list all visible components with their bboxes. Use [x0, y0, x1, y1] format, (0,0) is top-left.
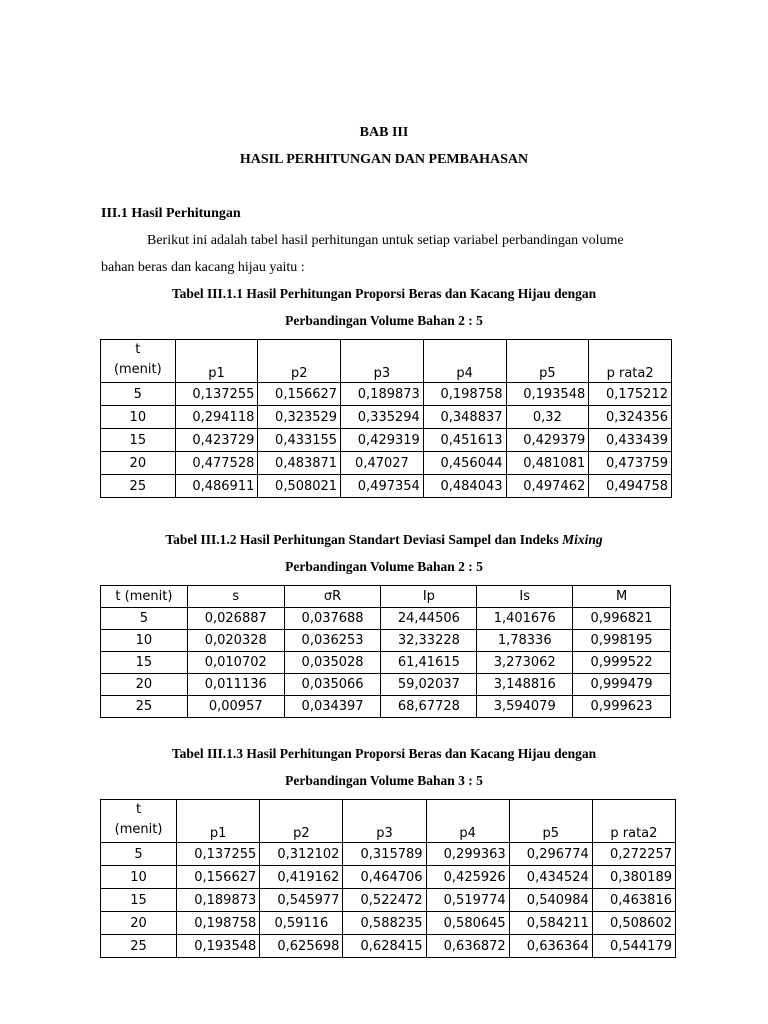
table-cell: 0,193548	[177, 935, 260, 958]
table-cell: 0,999522	[573, 652, 671, 674]
table-cell: 24,44506	[381, 608, 477, 630]
intro-paragraph-line1: Berikut ini adalah tabel hasil perhitungan untuk setiap variabel perbandingan volume	[147, 233, 624, 248]
table3-header-t-line1: t	[136, 802, 142, 817]
table-cell: 0,020328	[187, 630, 284, 652]
table-cell: 25	[101, 935, 177, 958]
table-cell: 0,636872	[426, 935, 509, 958]
table1-caption-line1: Tabel III.1.1 Hasil Perhitungan Proporsi Beras dan Kacang Hijau dengan	[171, 286, 597, 301]
table2-caption-line1	[0, 532, 768, 548]
table-cell: 10	[101, 866, 177, 889]
table-cell: 0,156627	[177, 866, 260, 889]
table-cell: 3,594079	[477, 696, 573, 718]
table-cell: 0,315789	[343, 843, 426, 866]
table-cell: 15	[101, 889, 177, 912]
table2-header-ip: Ip	[381, 586, 477, 608]
table-cell: 0,335294	[341, 406, 424, 429]
chapter-number: BAB III	[359, 125, 409, 140]
table-cell: 0,996821	[573, 608, 671, 630]
table-row	[101, 608, 671, 630]
table-row	[101, 866, 676, 889]
table-cell: 0,198758	[423, 383, 506, 406]
table-cell: 0,296774	[509, 843, 592, 866]
table2-header-s: s	[187, 586, 284, 608]
table-cell: 0,011136	[187, 674, 284, 696]
table-cell: 0,451613	[423, 429, 506, 452]
table3-header-p4: p4	[426, 800, 509, 843]
table-cell: 0,473759	[589, 452, 672, 475]
table-row	[101, 674, 671, 696]
table-cell: 0,584211	[509, 912, 592, 935]
table1-header-p3: p3	[341, 340, 424, 383]
table-cell: 0,034397	[284, 696, 381, 718]
table-cell: 5	[101, 383, 176, 406]
table1-header-t-line2: (menit)	[113, 362, 162, 377]
table-cell: 0,580645	[426, 912, 509, 935]
table-row	[101, 652, 671, 674]
table-cell: 3,273062	[477, 652, 573, 674]
table-row	[101, 889, 676, 912]
table-cell: 0,193548	[506, 383, 589, 406]
table-cell: 0,312102	[260, 843, 343, 866]
intro-paragraph-line2: bahan beras dan kacang hijau yaitu :	[101, 260, 305, 275]
table1-header-row	[101, 340, 672, 383]
table-cell: 0,508602	[592, 912, 675, 935]
table1-caption-line2: Perbandingan Volume Bahan 2 : 5	[285, 313, 483, 328]
table-cell: 0,464706	[343, 866, 426, 889]
table-cell: 0,175212	[589, 383, 672, 406]
table-cell: 10	[101, 630, 188, 652]
table-cell: 0,00957	[187, 696, 284, 718]
table-row	[101, 696, 671, 718]
table-cell: 0,545977	[260, 889, 343, 912]
table-cell: 0,189873	[177, 889, 260, 912]
table-cell: 32,33228	[381, 630, 477, 652]
table1-header-p2: p2	[258, 340, 341, 383]
table-cell: 0,497354	[341, 475, 424, 498]
table-cell: 0,588235	[343, 912, 426, 935]
table-cell: 0,628415	[343, 935, 426, 958]
table-cell: 0,156627	[258, 383, 341, 406]
table-cell: 0,198758	[177, 912, 260, 935]
table-row	[101, 406, 672, 429]
table1-header-p4: p4	[423, 340, 506, 383]
table1-header-t	[101, 340, 176, 383]
table1-header-p1: p1	[175, 340, 258, 383]
table-cell: 0,47027	[341, 452, 424, 475]
table-cell: 0,429319	[341, 429, 424, 452]
table-cell: 0,036253	[284, 630, 381, 652]
table-cell: 0,636364	[509, 935, 592, 958]
table2-header-t: t (menit)	[101, 586, 188, 608]
table-cell: 0,522472	[343, 889, 426, 912]
table-cell: 0,456044	[423, 452, 506, 475]
table-cell: 0,433155	[258, 429, 341, 452]
table1-header-p-rata2: p rata2	[589, 340, 672, 383]
table-cell: 0,433439	[589, 429, 672, 452]
table-row	[101, 843, 676, 866]
table-cell: 0,999479	[573, 674, 671, 696]
table-cell: 0,035066	[284, 674, 381, 696]
table2-standart-deviasi	[100, 585, 671, 718]
table-cell: 68,67728	[381, 696, 477, 718]
table1-header-p5: p5	[506, 340, 589, 383]
table-cell: 0,463816	[592, 889, 675, 912]
table3-header-p2: p2	[260, 800, 343, 843]
table-cell: 0,434524	[509, 866, 592, 889]
table2-caption-line2: Perbandingan Volume Bahan 2 : 5	[285, 559, 483, 574]
table-cell: 0,484043	[423, 475, 506, 498]
table-row	[101, 429, 672, 452]
table-cell: 0,32	[506, 406, 589, 429]
table3-caption-line1: Tabel III.1.3 Hasil Perhitungan Proporsi Beras dan Kacang Hijau dengan	[171, 746, 597, 761]
table-cell: 0,272257	[592, 843, 675, 866]
table3-header-p5: p5	[509, 800, 592, 843]
table-cell: 15	[101, 429, 176, 452]
table-cell: 0,519774	[426, 889, 509, 912]
table-row	[101, 452, 672, 475]
table-cell: 15	[101, 652, 188, 674]
table-cell: 0,037688	[284, 608, 381, 630]
table3-header-p3: p3	[343, 800, 426, 843]
table3-header-p1: p1	[177, 800, 260, 843]
table-cell: 20	[101, 452, 176, 475]
table3-header-t-line2: (menit)	[114, 822, 163, 837]
table-cell: 0,299363	[426, 843, 509, 866]
table3-proporsi-3-5	[100, 799, 676, 958]
table2-caption-prefix: Tabel III.1.2 Hasil Perhitungan Standart Deviasi Sampel dan Indeks	[165, 532, 559, 547]
table-row	[101, 935, 676, 958]
chapter-title: HASIL PERHITUNGAN DAN PEMBAHASAN	[239, 152, 529, 167]
table-cell: 0,323529	[258, 406, 341, 429]
table-cell: 25	[101, 475, 176, 498]
table-cell: 0,540984	[509, 889, 592, 912]
table-cell: 1,78336	[477, 630, 573, 652]
table-cell: 0,508021	[258, 475, 341, 498]
table-cell: 61,41615	[381, 652, 477, 674]
table2-header-m: M	[573, 586, 671, 608]
table-cell: 0,026887	[187, 608, 284, 630]
table-cell: 3,148816	[477, 674, 573, 696]
table2-caption-italic: Mixing	[562, 532, 603, 547]
table-cell: 0,423729	[175, 429, 258, 452]
table-cell: 0,294118	[175, 406, 258, 429]
table-cell: 0,429379	[506, 429, 589, 452]
table-cell: 1,401676	[477, 608, 573, 630]
table-cell: 0,59116	[260, 912, 343, 935]
table-cell: 5	[101, 843, 177, 866]
table-cell: 0,998195	[573, 630, 671, 652]
table-cell: 0,477528	[175, 452, 258, 475]
table1-header-t-line1: t	[135, 342, 141, 357]
table-cell: 0,481081	[506, 452, 589, 475]
table-cell: 0,380189	[592, 866, 675, 889]
table-cell: 0,999623	[573, 696, 671, 718]
table-cell: 0,483871	[258, 452, 341, 475]
table2-header-is: Is	[477, 586, 573, 608]
table-cell: 20	[101, 674, 188, 696]
table-cell: 10	[101, 406, 176, 429]
table-row	[101, 475, 672, 498]
table-cell: 0,497462	[506, 475, 589, 498]
table-cell: 0,189873	[341, 383, 424, 406]
table-cell: 0,035028	[284, 652, 381, 674]
section-heading: III.1 Hasil Perhitungan	[101, 206, 241, 221]
table3-header-p-rata2: p rata2	[592, 800, 675, 843]
table3-header-row	[101, 800, 676, 843]
table2-header-row	[101, 586, 671, 608]
table-cell: 59,02037	[381, 674, 477, 696]
table-cell: 0,324356	[589, 406, 672, 429]
table-cell: 0,137255	[175, 383, 258, 406]
table3-caption-line2: Perbandingan Volume Bahan 3 : 5	[285, 773, 483, 788]
table-cell: 0,137255	[177, 843, 260, 866]
table-cell: 0,544179	[592, 935, 675, 958]
table-cell: 20	[101, 912, 177, 935]
table1-proporsi-2-5	[100, 339, 672, 498]
table-cell: 0,419162	[260, 866, 343, 889]
table-cell: 0,494758	[589, 475, 672, 498]
table-row	[101, 383, 672, 406]
table3-header-t	[101, 800, 177, 843]
table-cell: 0,348837	[423, 406, 506, 429]
table-row	[101, 912, 676, 935]
table-cell: 5	[101, 608, 188, 630]
table-cell: 0,010702	[187, 652, 284, 674]
table-cell: 0,425926	[426, 866, 509, 889]
table-row	[101, 630, 671, 652]
table2-header-sigma-r: σR	[284, 586, 381, 608]
table-cell: 0,486911	[175, 475, 258, 498]
table-cell: 0,625698	[260, 935, 343, 958]
table-cell: 25	[101, 696, 188, 718]
